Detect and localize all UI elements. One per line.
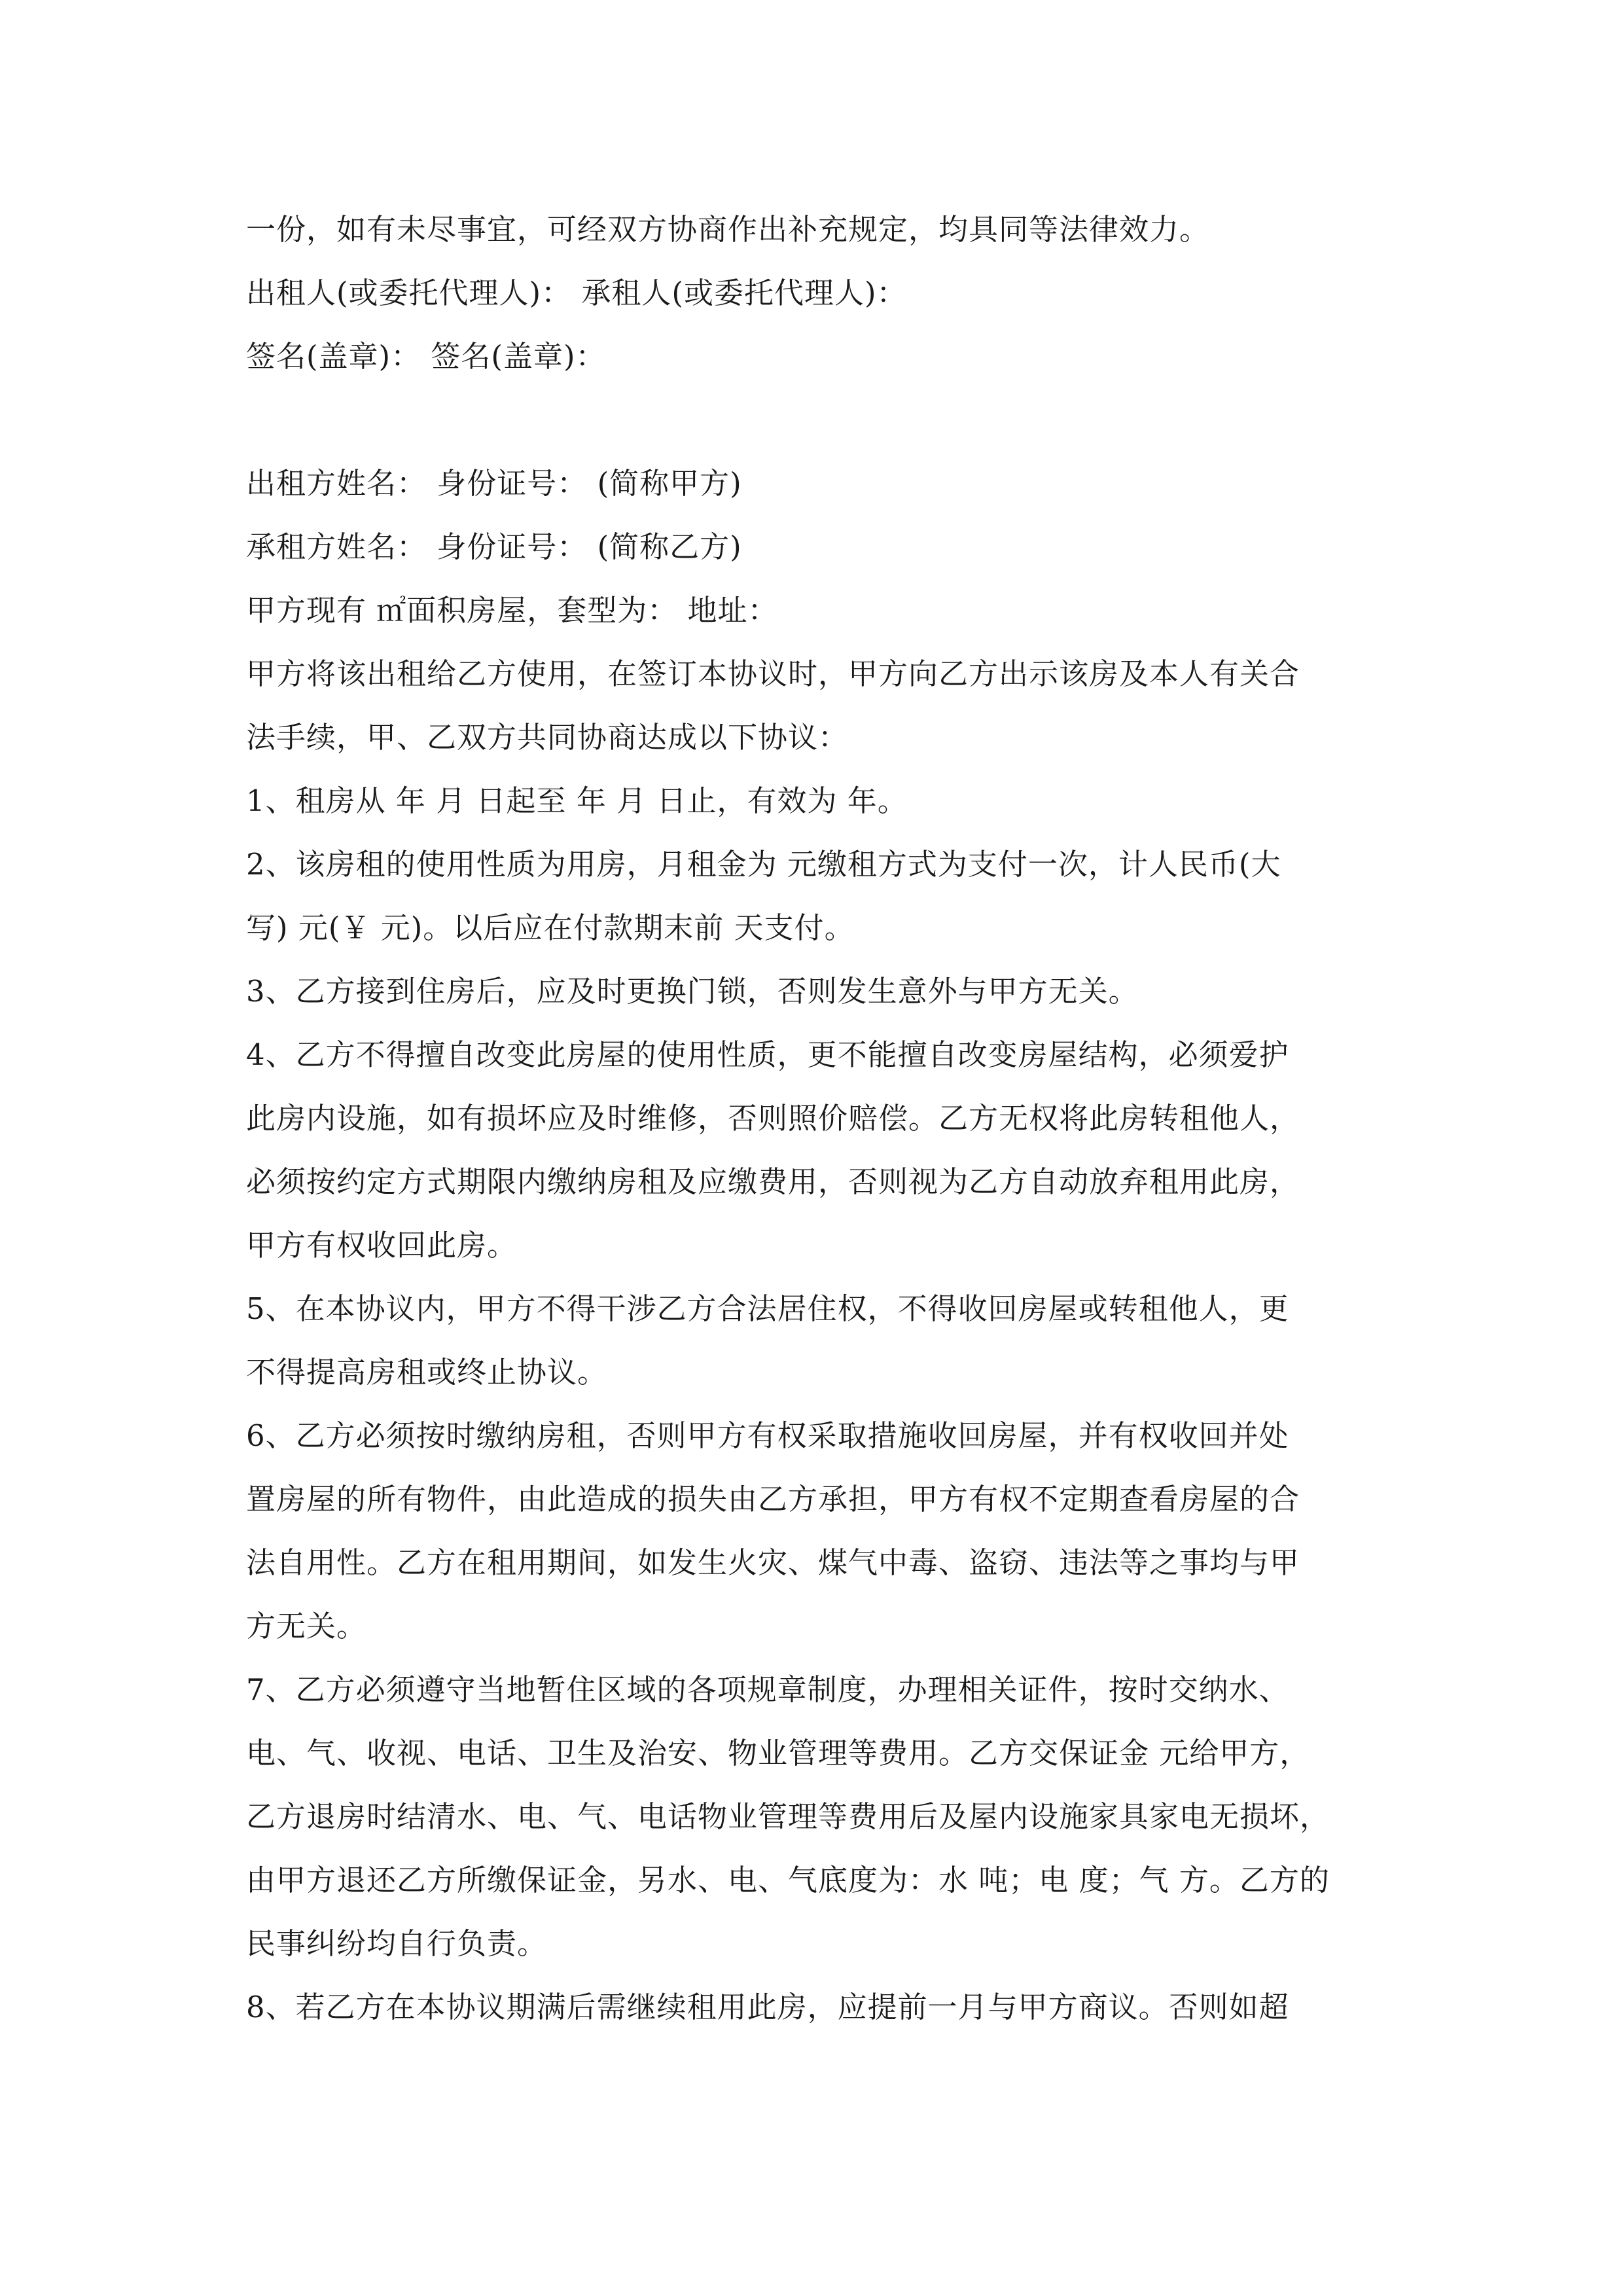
text-line: 乙方退房时结清水、电、气、电话物业管理等费用后及屋内设施家具家电无损坏， xyxy=(246,1799,1330,1834)
text-line: 民事纠纷均自行负责。 xyxy=(246,1926,548,1961)
text-line: 一份，如有未尽事宜，可经双方协商作出补充规定，均具同等法律效力。 xyxy=(246,212,1210,247)
text-line: 4、乙方不得擅自改变此房屋的使用性质，更不能擅自改变房屋结构，必须爱护 xyxy=(246,1037,1289,1072)
text-line: 必须按约定方式期限内缴纳房租及应缴费用，否则视为乙方自动放弃租用此房， xyxy=(246,1164,1300,1199)
text-line: 1、租房从 年 月 日起至 年 月 日止，有效为 年。 xyxy=(246,783,908,818)
text-line: 方无关。 xyxy=(246,1609,367,1643)
text-line: 3、乙方接到住房后，应及时更换门锁，否则发生意外与甲方无关。 xyxy=(246,974,1139,1009)
text-line: 出租人(或委托代理人)： 承租人(或委托代理人)： xyxy=(246,276,907,310)
text-line: 甲方现有 ㎡面积房屋，套型为： 地址： xyxy=(246,593,778,628)
blank-line xyxy=(246,388,1398,452)
text-line: 此房内设施，如有损坏应及时维修，否则照价赔偿。乙方无权将此房转租他人， xyxy=(246,1101,1300,1136)
text-line: 甲方有权收回此房。 xyxy=(246,1228,518,1263)
text-line: 电、气、收视、电话、卫生及治安、物业管理等费用。乙方交保证金 元给甲方， xyxy=(246,1736,1310,1770)
document-body xyxy=(246,198,1398,2039)
text-line: 7、乙方必须遵守当地暂住区域的各项规章制度，办理相关证件，按时交纳水、 xyxy=(246,1672,1289,1707)
text-line: 出租方姓名： 身份证号： (简称甲方) xyxy=(246,466,742,501)
text-line: 法手续，甲、乙双方共同协商达成以下协议： xyxy=(246,720,849,755)
text-line: 不得提高房租或终止协议。 xyxy=(246,1355,608,1390)
text-line: 法自用性。乙方在租用期间，如发生火灾、煤气中毒、盗窃、违法等之事均与甲 xyxy=(246,1545,1300,1580)
text-line: 6、乙方必须按时缴纳房租，否则甲方有权采取措施收回房屋，并有权收回并处 xyxy=(246,1418,1289,1453)
text-line: 甲方将该出租给乙方使用，在签订本协议时，甲方向乙方出示该房及本人有关合 xyxy=(246,656,1300,691)
text-line: 承租方姓名： 身份证号： (简称乙方) xyxy=(246,529,742,564)
text-line: 2、该房租的使用性质为用房，月租金为 元缴租方式为支付一次，计人民币(大 xyxy=(246,847,1281,882)
text-line: 5、在本协议内，甲方不得干涉乙方合法居住权，不得收回房屋或转租他人，更 xyxy=(246,1291,1289,1326)
text-line: 8、若乙方在本协议期满后需继续租用此房，应提前一月与甲方商议。否则如超 xyxy=(246,1990,1289,2024)
text-line: 写) 元(￥ 元)。以后应在付款期末前 天支付。 xyxy=(246,910,855,945)
text-line: 由甲方退还乙方所缴保证金，另水、电、气底度为：水 吨；电 度；气 方。乙方的 xyxy=(246,1863,1330,1897)
text-line: 置房屋的所有物件，由此造成的损失由乙方承担，甲方有权不定期查看房屋的合 xyxy=(246,1482,1300,1516)
text-line: 签名(盖章)： 签名(盖章)： xyxy=(246,339,606,374)
